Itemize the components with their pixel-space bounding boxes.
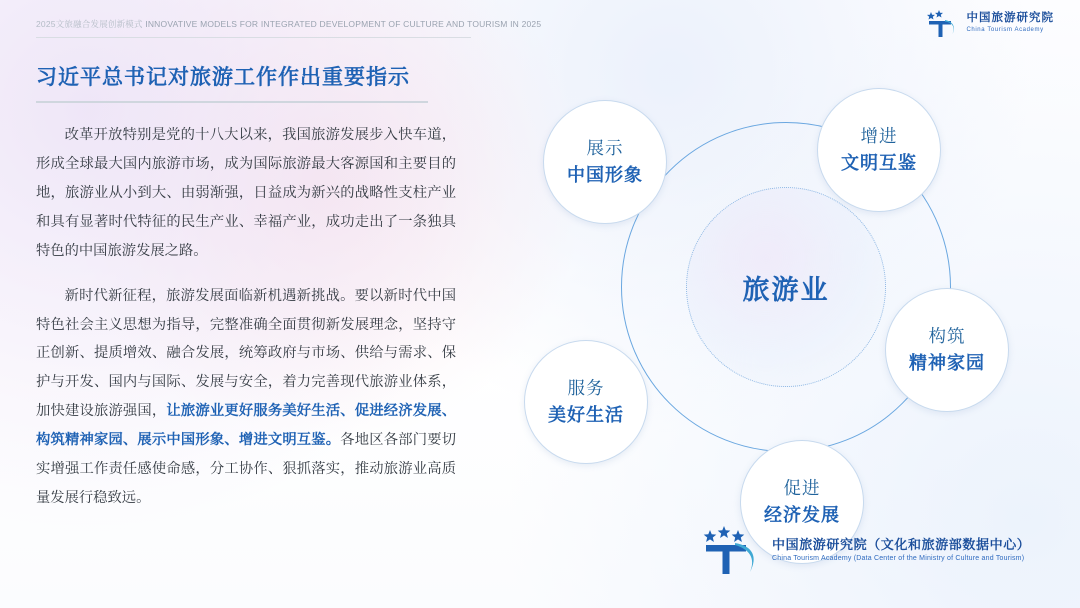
header-divider — [36, 37, 471, 38]
tourism-concept-diagram — [500, 50, 1060, 570]
article-paragraph-1: 改革开放特别是党的十八大以来，我国旅游发展步入快车道，形成全球最大国内旅游市场，成为国际旅游最大客源国和主要目的地，旅游业从小到大、由弱渐强，日益成为新兴的战略性支柱产业和具有显著时代特征的民生产业、幸福产业，成功走出了一条独具特色的中国旅游发展之路。 — [36, 127, 456, 259]
china-tourism-academy-logo-icon — [700, 524, 762, 576]
brand-text-footer — [772, 537, 1030, 564]
node-line2: 文明互鉴 — [841, 152, 917, 173]
node-line1: 促进 — [783, 478, 821, 499]
brand-text-top — [967, 12, 1055, 34]
node-line1: 展示 — [586, 138, 624, 159]
diagram-node-build-spiritual-home[interactable] — [885, 288, 1009, 412]
paragraph-2-part-1: 新时代新征程，旅游发展面临新机遇新挑战。要以新时代中国特色社会主义思想为指导，完整准确全面贯彻新发展理念，坚持守正创新、提质增效、融合发展，统筹政府与市场、供给与需求、保护与开发、国内与国际、发展与安全，着力完善现代旅游业体系，加快建设旅游强国， — [36, 287, 456, 420]
paragraph-2-part-3: 各地区各部门要切实增强工作责任感使命感，分工协作、狠抓落实，推动旅游业高质量发展行稳致远。 — [36, 432, 457, 506]
node-line1: 构筑 — [928, 326, 966, 347]
brand-footer-name-cn: 中国旅游研究院（文化和旅游部数据中心） — [772, 536, 1031, 552]
brand-logo-footer — [700, 524, 1030, 576]
node-line2: 精神家园 — [909, 352, 985, 373]
node-line2: 美好生活 — [548, 404, 624, 425]
node-line2: 经济发展 — [764, 504, 840, 525]
title-underline — [36, 101, 428, 103]
diagram-core — [686, 187, 886, 387]
article-paragraph-2 — [36, 282, 456, 513]
brand-name-cn: 中国旅游研究院 — [966, 11, 1054, 24]
node-line1: 增进 — [860, 126, 898, 147]
node-line2: 中国形象 — [567, 164, 643, 185]
paragraph-2-highlight: 让旅游业更好服务美好生活、促进经济发展、构筑精神家园、展示中国形象、增进文明互鉴。 — [36, 403, 456, 449]
page-title: 习近平总书记对旅游工作作出重要指示 — [36, 66, 410, 89]
diagram-center-label: 旅游业 — [742, 274, 830, 305]
diagram-node-enhance-civilization-exchange[interactable] — [817, 88, 941, 212]
running-title — [36, 18, 541, 30]
brand-logo-top — [925, 8, 1055, 38]
china-tourism-academy-logo-icon — [925, 8, 959, 38]
node-line1: 服务 — [567, 378, 605, 399]
article-column — [36, 64, 456, 513]
running-title-cn: 2025文旅融合发展创新模式 — [36, 19, 143, 29]
diagram-node-display-china-image[interactable] — [543, 100, 667, 224]
slide-header — [0, 0, 1080, 42]
brand-name-en: China Tourism Academy — [966, 27, 1044, 34]
brand-footer-name-en: China Tourism Academy (Data Center of the Ministry of Culture and Tourism) — [772, 555, 1025, 563]
running-title-en: INNOVATIVE MODELS FOR INTEGRATED DEVELOPMENT OF CULTURE AND TOURISM IN 2025 — [145, 19, 542, 29]
diagram-node-serve-good-life[interactable] — [524, 340, 648, 464]
